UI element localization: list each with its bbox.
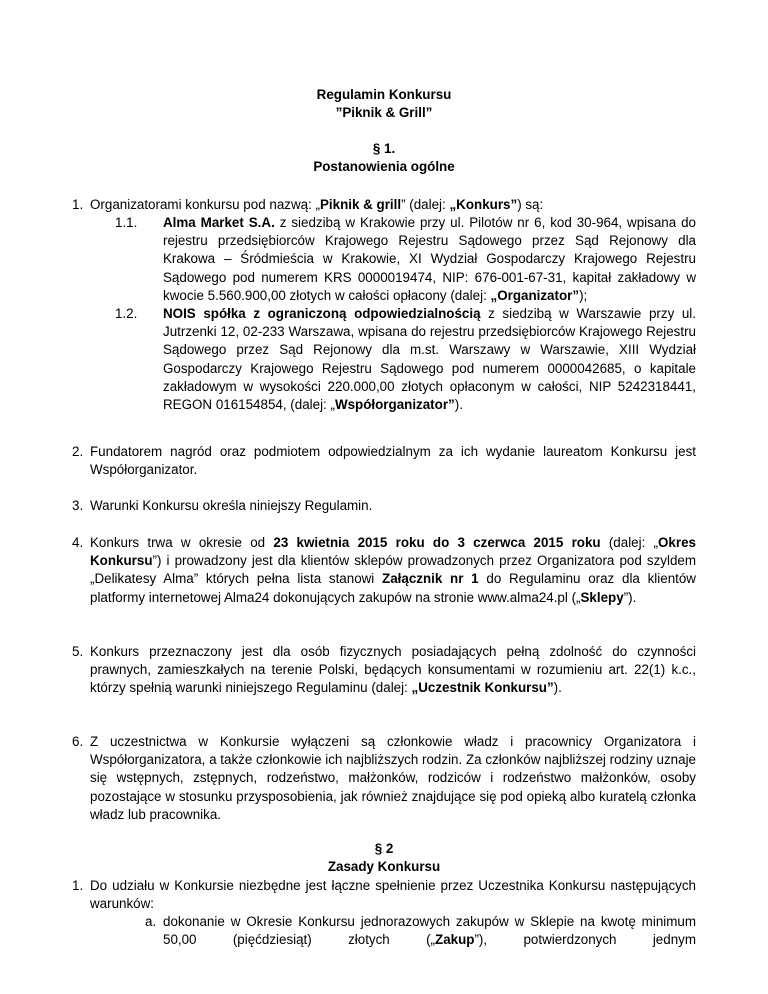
item-5-text — [90, 643, 696, 698]
text-run: z siedzibą w Warszawie przy ul. Jutrzenki 12, 02-233 Warszawa, wpisana do rejestru przedsiębiorców Krajowego Rejestru Sądowego przez Sąd Rejonowy dla m.st. Warszawy w Warszawie, XIII Wydział Gospodarczy Krajowego Rejestru Sądowego pod numerem 0000042685, o kapitale zakładowym w wysokości 220.000,00 złotych opłaconym w całości, NIP 5242318441, REGON 016154854, (dalej: „ — [163, 306, 696, 413]
text-run: ” (dalej: — [401, 197, 450, 212]
text-run: ); — [579, 287, 588, 303]
text-run: ) są: — [517, 197, 544, 212]
s2-item-1-a-text — [163, 913, 696, 949]
bold-text: Okres Konkursu — [90, 535, 696, 569]
s2-item-1-text — [90, 877, 696, 913]
item-2-number: 2. — [72, 444, 84, 459]
item-1-2-number: 1.2. — [115, 306, 138, 321]
item-1-2-text — [163, 305, 696, 414]
bold-text: NOIS spółka z ograniczoną odpowiedzialnością — [163, 306, 481, 321]
bold-text: Współorganizator” — [334, 397, 455, 413]
item-5-number: 5. — [72, 644, 84, 659]
bold-text: Piknik & grill — [319, 197, 402, 212]
document-title: Regulamin Konkursu — [316, 87, 452, 102]
document-subtitle: ”Piknik & Grill” — [335, 105, 433, 120]
item-1-1-text — [163, 214, 696, 305]
text-run: ”), potwierdzonych jednym — [474, 932, 696, 948]
section-2-number: § 2 — [374, 841, 394, 856]
text-run: Konkurs trwa w okresie od — [90, 535, 274, 550]
text-run: Warunki Konkursu określa niniejszy Regulamin. — [90, 498, 373, 513]
text-run: Z uczestnictwa w Konkursie wyłączeni są członkowie władz i pracownicy Organizatora i Współorganizatora, a także członkowie ich najbliższych rodzin. Za członków najbliższej rodziny uznaje się wstępnych, zstępnych, rodzeństwo, małżonków, rodziców i rodzeństwo małżonków, osoby pozostające w stosunku przysposobienia, jak również znajdujące się pod opieką albo kuratelą członka władz lub pracownika. — [90, 734, 696, 822]
bold-text: Alma Market S.A. — [163, 215, 275, 230]
section-2-title: Zasady Konkursu — [327, 859, 441, 874]
section-1-title: Postanowienia ogólne — [313, 159, 455, 174]
item-4-number: 4. — [72, 535, 84, 550]
text-run: ). — [553, 680, 562, 696]
item-1-number: 1. — [72, 197, 84, 212]
text-run: Organizatorami konkursu pod nazwą: „ — [90, 197, 320, 212]
text-run: ”). — [623, 589, 637, 605]
text-run: dokonanie w Okresie Konkursu jednorazowych zakupów w Sklepie na kwotę minimum 50,00 (pięćdziesiąt) złotych („ — [163, 914, 696, 948]
text-run: do Regulaminu oraz dla klientów platformy internetowej Alma24 dokonujących zakupów na stronie www.alma24.pl („ — [90, 571, 696, 605]
bold-text: Zakup — [435, 932, 475, 948]
text-run: Fundatorem nagród oraz podmiotem odpowiedzialnym za ich wydanie laureatom Konkursu jest Współorganizator. — [90, 444, 696, 478]
text-run: z siedzibą w Krakowie przy ul. Pilotów nr 6, kod 30-964, wpisana do rejestru przedsiębiorców Krajowego Rejestru Sądowego przez Sąd Rejonowy dla Krakowa – Śródmieścia w Krakowie, XI Wydział Gospodarczy Krajowego Rejestru Sądowego pod numerem KRS 0000019474, NIP: 676-001-67-31, kapitał zakładowy w kwocie 5.560.900,00 złotych w całości opłacony (dalej: — [163, 215, 696, 303]
bold-text: Załącznik nr 1 — [382, 571, 479, 587]
bold-text: „Konkurs” — [449, 197, 518, 212]
item-3-number: 3. — [72, 498, 84, 513]
text-run: ). — [454, 397, 463, 413]
section-1-number: § 1. — [372, 141, 396, 156]
text-run: ”) i prowadzony jest dla klientów sklepów prowadzonych przez Organizatora pod szyldem „Delikatesy Alma” których pełna lista stanowi — [90, 553, 696, 587]
bold-text: 23 kwietnia 2015 roku do 3 czerwca 2015 roku — [273, 535, 601, 550]
text-run: (dalej: „ — [600, 535, 659, 550]
s2-item-1-a-number: a. — [145, 914, 157, 929]
item-6-text — [90, 733, 696, 824]
bold-text: „Organizator” — [490, 287, 580, 303]
item-6-number: 6. — [72, 734, 84, 749]
item-3-text — [90, 497, 696, 515]
item-1-1-number: 1.1. — [115, 215, 138, 230]
text-run: Konkurs przeznaczony jest dla osób fizycznych posiadających pełną zdolność do czynności prawnych, zamieszkałych na terenie Polski, będących konsumentami w rozumieniu art. 22(1) k.c., którzy spełnią warunki niniejszego Regulaminu (dalej: — [90, 644, 696, 696]
s2-item-1-number: 1. — [72, 878, 84, 893]
item-2-text — [90, 443, 696, 479]
item-4-text — [90, 534, 696, 607]
bold-text: „Uczestnik Konkursu” — [411, 680, 554, 696]
text-run: Do udziału w Konkursie niezbędne jest łączne spełnienie przez Uczestnika Konkursu następujących warunków: — [90, 878, 696, 912]
item-1-text — [90, 196, 696, 214]
bold-text: Sklepy — [580, 589, 624, 605]
